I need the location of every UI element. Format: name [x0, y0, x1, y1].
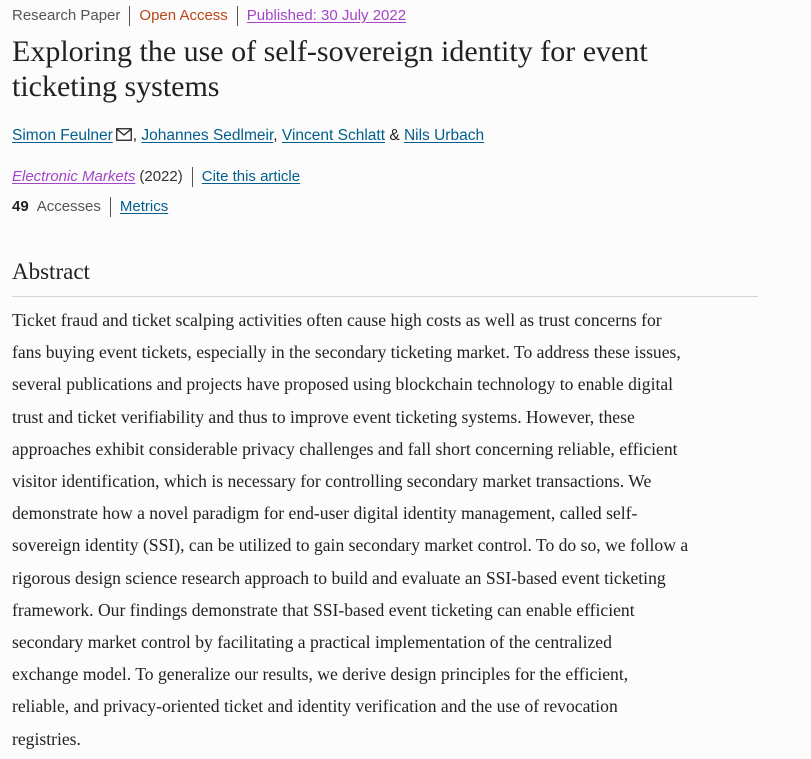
- article-metrics: [12, 197, 168, 217]
- author-separator: &: [385, 127, 404, 144]
- author-link-vincent-schlatt[interactable]: Vincent Schlatt: [281, 127, 386, 144]
- journal-year: (2022): [139, 168, 183, 185]
- abstract-line: secondary market control by facilitating a practical implementation of the centralized: [12, 632, 612, 653]
- journal-info: [12, 167, 300, 187]
- metrics-link[interactable]: Metrics: [119, 198, 169, 215]
- abstract-line: several publications and projects have proposed using blockchain technology to enable digital: [12, 374, 674, 395]
- abstract-line: rigorous design science research approach to build and evaluate an SSI-based event ticketing: [12, 567, 666, 588]
- abstract-line: registries.: [12, 728, 81, 749]
- abstract-line: sovereign identity (SSI), can be utilized to gain secondary market control. To do so, we follow a: [12, 535, 689, 556]
- abstract-line: visitor identification, which is necessary for controlling secondary market transactions. We: [12, 471, 652, 492]
- abstract-text: [12, 304, 772, 755]
- open-access-badge: Open Access: [139, 7, 228, 24]
- cite-article-link[interactable]: Cite this article: [201, 168, 301, 185]
- abstract-line: Ticket fraud and ticket scalping activities often cause high costs as well as trust concerns for: [12, 310, 662, 330]
- title-line: ticketing systems: [12, 70, 220, 103]
- author-link-johannes-sedlmeir[interactable]: Johannes Sedlmeir: [141, 127, 274, 144]
- divider: [237, 6, 238, 26]
- article-type: Research Paper: [12, 7, 121, 24]
- abstract-line: demonstrate how a novel paradigm for end-user digital identity management, called self-: [12, 503, 638, 524]
- author-link-simon-feulner[interactable]: Simon Feulner: [12, 127, 113, 144]
- abstract-line: trust and ticket verifiability and thus to improve event ticketing systems. However, these: [12, 406, 635, 427]
- mail-icon[interactable]: [116, 127, 132, 147]
- divider: [192, 167, 193, 187]
- abstract-line: reliable, and privacy-oriented ticket and identity verification and the use of revocation: [12, 696, 618, 717]
- abstract-heading: Abstract: [12, 259, 90, 284]
- abstract-line: fans buying event tickets, especially in the secondary ticketing market. To address these issues,: [12, 342, 681, 363]
- page-title: [12, 34, 772, 104]
- access-count: 49: [12, 198, 29, 215]
- access-label: Accesses: [36, 198, 101, 215]
- published-date-link[interactable]: Published: 30 July 2022: [246, 7, 407, 24]
- section-divider: [12, 296, 758, 297]
- author-link-nils-urbach[interactable]: Nils Urbach: [403, 127, 485, 144]
- divider: [110, 197, 111, 217]
- author-list: [12, 126, 484, 147]
- author-separator: ,: [132, 127, 142, 144]
- abstract-line: framework. Our findings demonstrate that SSI-based event ticketing can enable efficient: [12, 599, 635, 620]
- author-separator: ,: [273, 127, 282, 144]
- article-meta: [12, 6, 406, 26]
- abstract-line: exchange model. To generalize our results, we derive design principles for the efficient,: [12, 664, 629, 685]
- divider: [129, 6, 130, 26]
- title-line: Exploring the use of self-sovereign identity for event: [12, 35, 648, 68]
- journal-link[interactable]: Electronic Markets: [12, 168, 136, 185]
- abstract-line: approaches exhibit considerable privacy challenges and fall short concerning reliable, efficient: [12, 438, 678, 459]
